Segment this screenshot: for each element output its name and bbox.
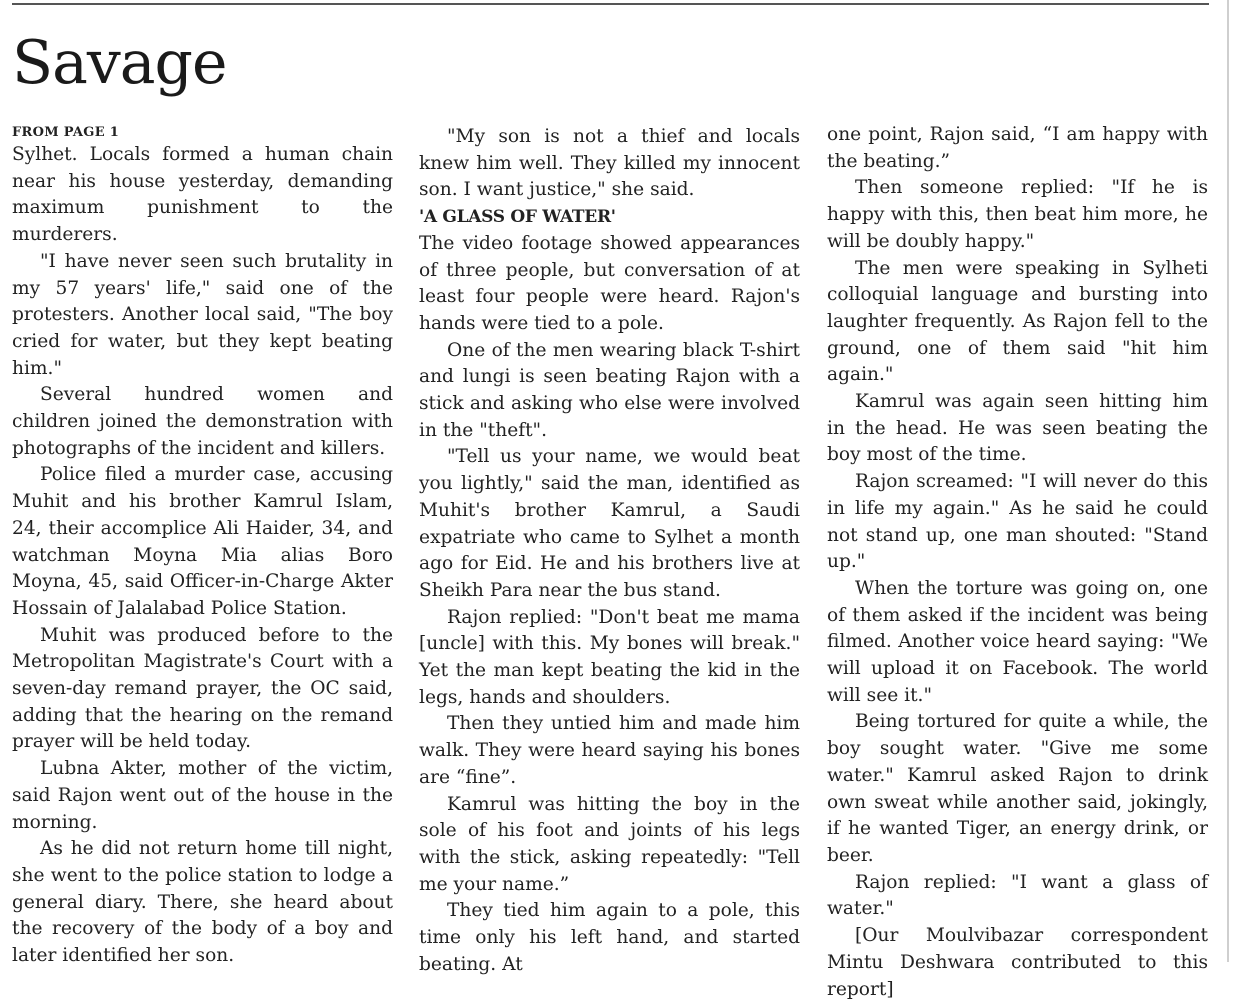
top-rule (12, 3, 1209, 5)
article-column-3 (827, 122, 1208, 1003)
paragraph: Then they untied him and made him walk. They were heard saying his bones are “fine”. (419, 713, 800, 788)
subheading: 'A GLASS OF WATER' (419, 207, 616, 228)
paragraph: [Our Moulvibazar correspondent Mintu Deshwara contributed to this report] (827, 925, 1208, 1000)
paragraph: Being tortured for quite a while, the boy sought water. "Give me some water." Kamrul asked Rajon to drink own sweat while another said, jokingly, if he wanted Tiger, an energy drink, or beer. (827, 711, 1208, 866)
paragraph: Kamrul was hitting the boy in the sole of his foot and joints of his legs with the stick, asking repeatedly: "Tell me your name.” (419, 793, 800, 895)
paragraph: The men were speaking in Sylheti colloquial language and bursting into laughter frequently. As Rajon fell to the ground, one of them said "hit him again." (827, 257, 1208, 386)
article-column-2 (419, 124, 800, 979)
paragraph: Rajon screamed: "I will never do this in life my again." As he said he could not stand up, one man shouted: "Stand up." (827, 471, 1208, 573)
paragraph: When the torture was going on, one of them asked if the incident was being filmed. Another voice heard saying: "We will upload it on Facebook. The world will see it." (827, 577, 1208, 706)
paragraph: Sylhet. Locals formed a human chain near his house yesterday, demanding maximum punishment to the murderers. (12, 144, 393, 246)
paragraph: Muhit was produced before to the Metropolitan Magistrate's Court with a seven-day remand prayer, the OC said, adding that the hearing on the remand prayer will be held today. (12, 624, 393, 753)
headline: Savage (12, 28, 227, 98)
article-column-1 (12, 122, 393, 970)
paragraph: Several hundred women and children joined the demonstration with photographs of the incident and killers. (12, 384, 393, 459)
paragraph: Rajon replied: "Don't beat me mama [uncle] with this. My bones will break." Yet the man kept beating the kid in the legs, hands and shoulders. (419, 606, 800, 708)
paragraph: Rajon replied: "I want a glass of water." (827, 871, 1208, 920)
dateline: FROM PAGE 1 (12, 125, 120, 140)
paragraph: The video footage showed appearances of three people, but conversation of at least four people were heard. Rajon's hands were tied to a pole. (419, 232, 800, 334)
paragraph: Police filed a murder case, accusing Muhit and his brother Kamrul Islam, 24, their accomplice Ali Haider, 34, and watchman Moyna Mia alias Boro Moyna, 45, said Officer-in-Charge Akter Hossain of Jalalabad Police Station. (12, 464, 393, 619)
paragraph: one point, Rajon said, “I am happy with the beating.” (827, 124, 1208, 172)
paragraph: They tied him again to a pole, this time only his left hand, and started beating. At (419, 900, 800, 975)
paragraph: One of the men wearing black T-shirt and lungi is seen beating Rajon with a stick and asking who else were involved in the "theft". (419, 339, 800, 441)
paragraph: As he did not return home till night, she went to the police station to lodge a general diary. There, she heard about the recovery of the body of a boy and later identified her son. (12, 838, 393, 967)
paragraph: Then someone replied: "If he is happy with this, then beat him more, he will be doubly happy." (827, 177, 1208, 252)
paragraph: "I have never seen such brutality in my 57 years' life," said one of the protesters. Another local said, "The boy cried for water, but they kept beating him." (12, 250, 393, 379)
paragraph: Kamrul was again seen hitting him in the head. He was seen beating the boy most of the time. (827, 391, 1208, 466)
paragraph: "Tell us your name, we would beat you lightly," said the man, identified as Muhit's brother Kamrul, a Saudi expatriate who came to Sylhet a month ago for Eid. He and his brothers live at Sheikh Para near the bus stand. (419, 446, 800, 601)
paragraph: "My son is not a thief and locals knew him well. They killed my innocent son. I want justice," she said. (419, 126, 800, 201)
page-edge (1227, 0, 1229, 962)
paragraph: Lubna Akter, mother of the victim, said Rajon went out of the house in the morning. (12, 758, 393, 833)
